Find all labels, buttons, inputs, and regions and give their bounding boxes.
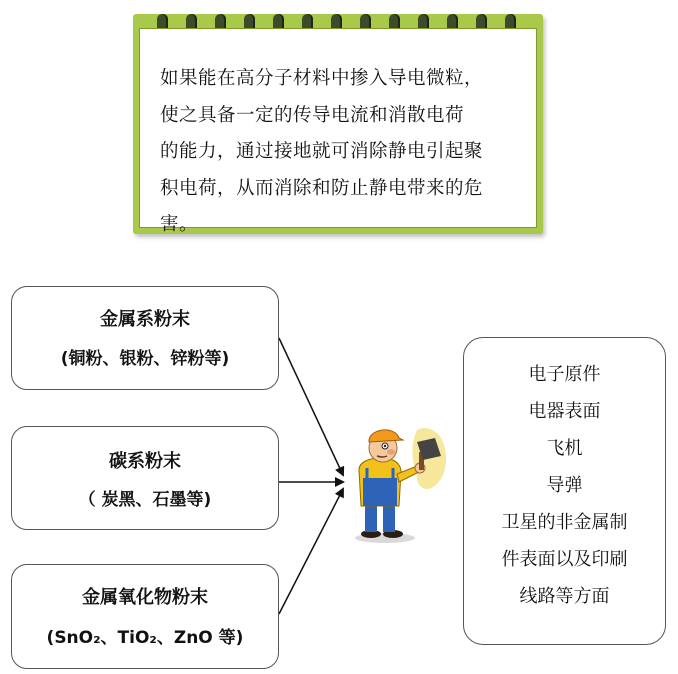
application-line: 件表面以及印刷 xyxy=(501,549,628,570)
material-box-oxide xyxy=(11,564,279,669)
material-box-carbon xyxy=(11,426,279,530)
material-title: 碳系粉末 xyxy=(109,451,181,472)
application-line: 电子原件 xyxy=(528,364,601,385)
material-detail: (铜粉、银粉、锌粉等) xyxy=(60,349,230,369)
note-line: 如果能在高分子材料中掺入导电微粒， xyxy=(160,68,484,89)
material-box-metal xyxy=(11,286,279,390)
material-title: 金属氧化物粉末 xyxy=(82,587,208,608)
note-line: 使之具备一定的传导电流和消散电荷 xyxy=(160,104,465,126)
application-line: 导弹 xyxy=(546,475,583,496)
note-line: 的能力，通过接地就可消除静电引起聚 xyxy=(160,141,484,162)
application-line: 线路等方面 xyxy=(519,586,610,607)
material-title: 金属系粉末 xyxy=(100,309,190,330)
application-line: 卫星的非金属制 xyxy=(501,512,628,533)
arrow-metal xyxy=(279,338,343,475)
note-line: 积电荷，从而消除和防止静电带来的危 xyxy=(160,177,484,199)
applications-box xyxy=(463,337,666,645)
material-detail: (SnO₂、TiO₂、ZnO 等) xyxy=(46,628,244,648)
painter-worker-icon xyxy=(345,422,460,544)
applications-list xyxy=(464,356,665,615)
arrow-oxide xyxy=(279,489,343,614)
application-line: 电器表面 xyxy=(528,401,601,422)
material-detail: （ 炭黑、石墨等) xyxy=(78,490,212,510)
application-line: 飞机 xyxy=(546,438,583,459)
note-line: 害。 xyxy=(160,214,199,235)
